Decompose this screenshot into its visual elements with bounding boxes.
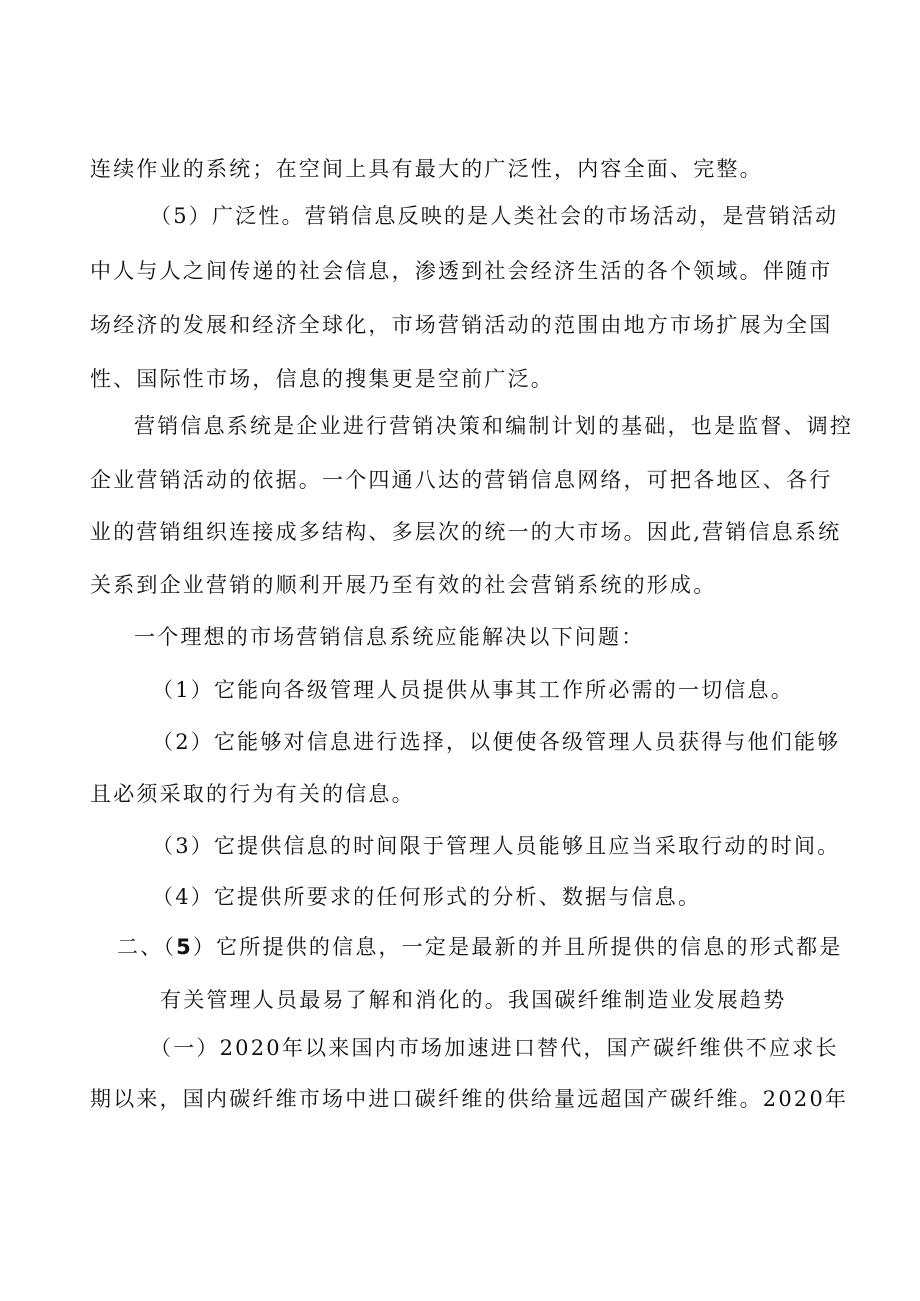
paragraph-line: 关系到企业营销的顺利开展乃至有效的社会营销系统的形成。 bbox=[90, 573, 717, 597]
paragraph-line: 期以来，国内碳纤维市场中进口碳纤维的供给量远超国产碳纤维。2020年 bbox=[90, 1087, 849, 1111]
list-item: （2）它能够对信息进行选择，以便使各级管理人员获得与他们能够 bbox=[152, 730, 841, 754]
paragraph-line: 企业营销活动的依据。一个四通八达的营销信息网络，可把各地区、各行 bbox=[90, 468, 833, 492]
paragraph-line: （一）2020年以来国内市场加速进口替代，国产碳纤维供不应求长 bbox=[150, 1036, 839, 1060]
list-item: （1）它能向各级管理人员提供从事其工作所必需的一切信息。 bbox=[152, 678, 794, 702]
paragraph-line: 营销信息系统是企业进行营销决策和编制计划的基础，也是监督、调控 bbox=[134, 414, 854, 438]
heading-open-paren: （ bbox=[163, 935, 177, 959]
paragraph-line: 连续作业的系统；在空间上具有最大的广泛性，内容全面、完整。 bbox=[90, 157, 763, 181]
paragraph-line: 且必须采取的行为有关的信息。 bbox=[90, 782, 415, 806]
list-item: （3）它提供信息的时间限于管理人员能够且应当采取行动的时间。 bbox=[152, 834, 841, 858]
list-item: （4）它提供所要求的任何形式的分析、数据与信息。 bbox=[152, 885, 702, 909]
heading-text: ）它所提供的信息，一定是最新的并且所提供的信息的形式都是 bbox=[192, 935, 843, 959]
heading-prefix: 二、 bbox=[117, 935, 164, 959]
paragraph-line: 中人与人之间传递的社会信息，渗透到社会经济生活的各个领域。伴随市 bbox=[90, 259, 833, 283]
heading-number: 5 bbox=[176, 935, 193, 959]
section-heading-line bbox=[117, 933, 843, 961]
paragraph-line: 有关管理人员最易了解和消化的。我国碳纤维制造业发展趋势 bbox=[160, 988, 787, 1012]
paragraph-line: 一个理想的市场营销信息系统应能解决以下问题： bbox=[134, 625, 645, 649]
paragraph-line: 场经济的发展和经济全球化，市场营销活动的范围由地方市场扩展为全国 bbox=[90, 313, 833, 337]
paragraph-line: 业的营销组织连接成多结构、多层次的统一的大市场。因此,营销信息系统 bbox=[90, 520, 842, 544]
paragraph-line: （5）广泛性。营销信息反映的是人类社会的市场活动，是营销活动 bbox=[150, 204, 839, 228]
paragraph-line: 性、国际性市场，信息的搜集更是空前广泛。 bbox=[90, 367, 554, 391]
